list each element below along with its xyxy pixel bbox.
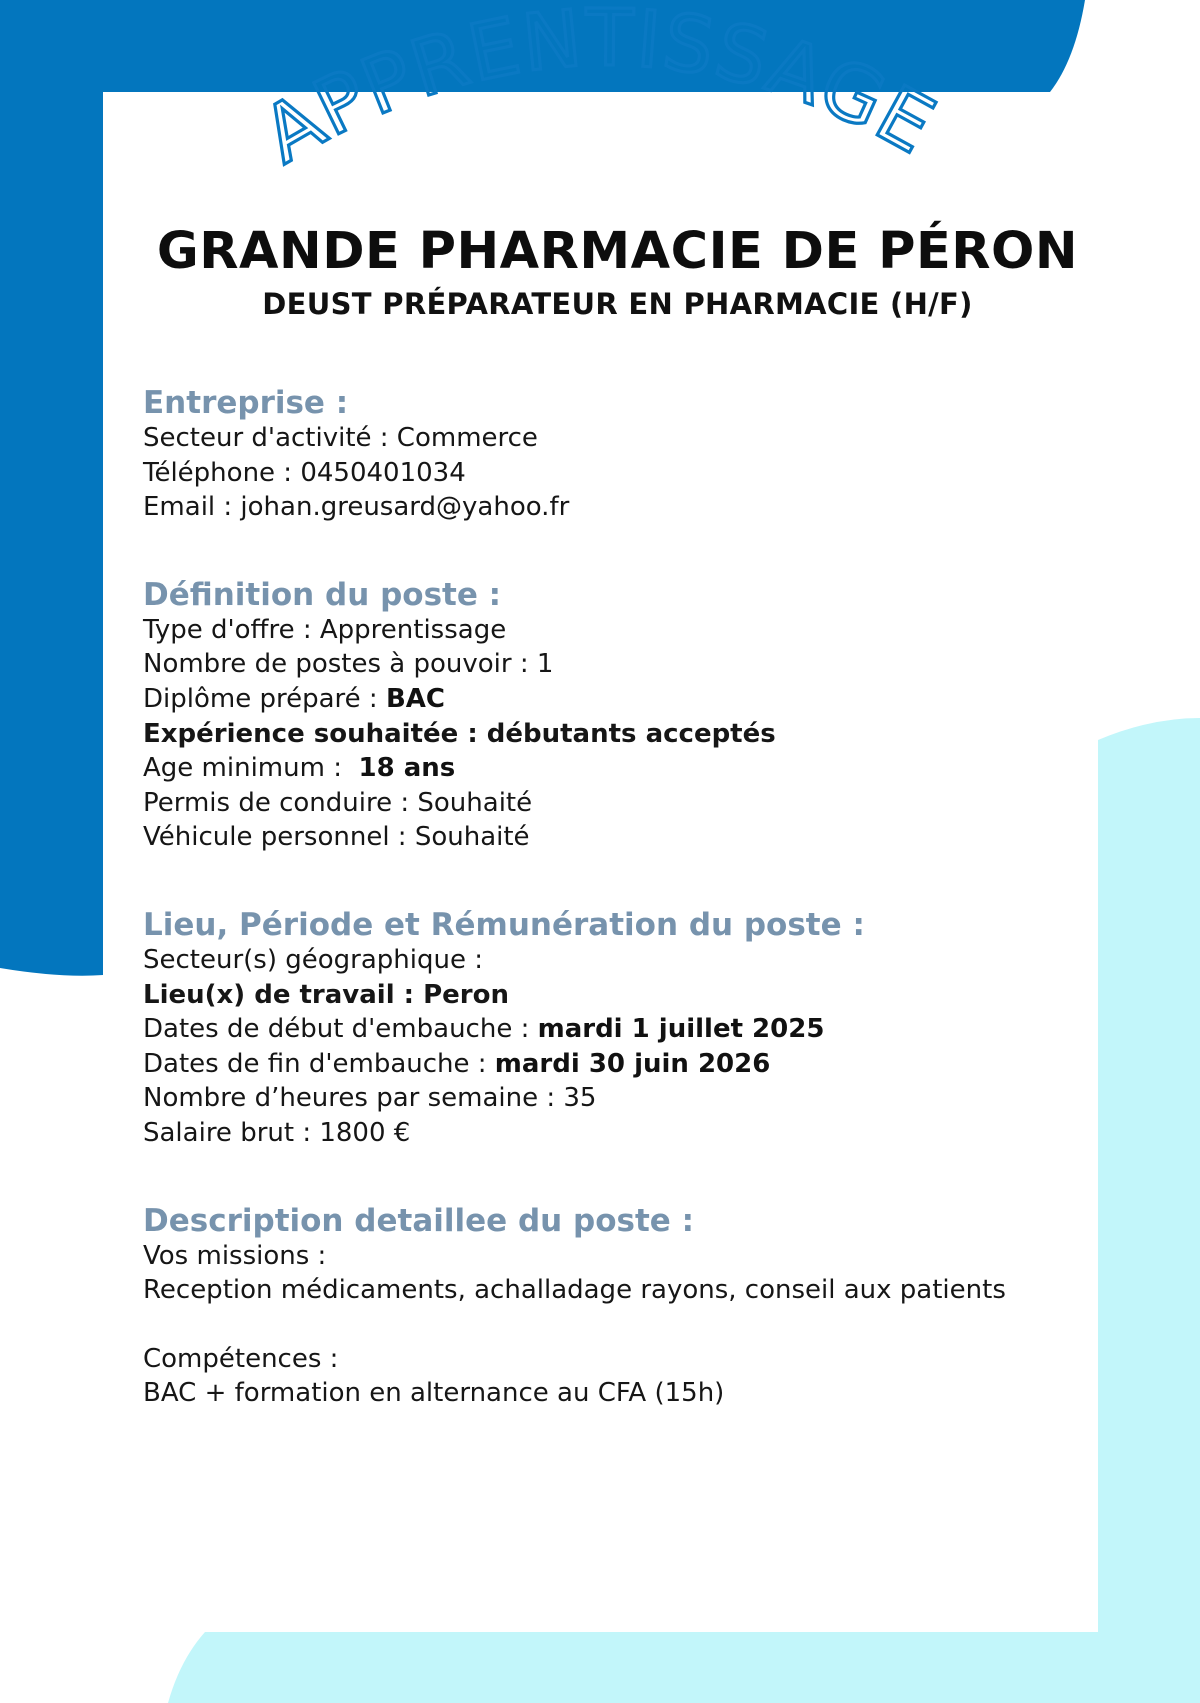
section-lieu: [143, 907, 1093, 1151]
section-definition: [143, 577, 1093, 855]
heures-semaine: Nombre d’heures par semaine : 35: [143, 1083, 597, 1114]
email: Email : johan.greusard@yahoo.fr: [143, 492, 570, 523]
company-title: GRANDE PHARMACIE DE PÉRON: [156, 222, 1079, 281]
permis: Permis de conduire : Souhaité: [143, 787, 533, 818]
telephone: Téléphone : 0450401034: [143, 457, 466, 488]
vehicule: Véhicule personnel : Souhaité: [143, 822, 530, 853]
age-value: 18 ans: [358, 753, 456, 784]
secteur-activite: Secteur d'activité : Commerce: [143, 423, 538, 453]
competences-label: Compétences :: [143, 1343, 339, 1374]
salaire-brut: Salaire brut : 1800 €: [143, 1117, 411, 1148]
missions-label: Vos missions :: [143, 1240, 327, 1271]
fin-label: Dates de fin d'embauche :: [143, 1048, 495, 1079]
svg-text:APPRENTISSAGE: [248, 0, 949, 181]
date-fin: [143, 1047, 1093, 1082]
entreprise-heading: Entreprise :: [143, 385, 349, 421]
apprentissage-text: APPRENTISSAGE: [248, 0, 950, 182]
age-label: Age minimum :: [143, 753, 359, 784]
definition-heading: Définition du poste :: [143, 576, 502, 613]
debut-value: mardi 1 juillet 2025: [537, 1014, 825, 1045]
secteur-geo: Secteur(s) géographique :: [143, 944, 483, 975]
offer-content: [143, 385, 1093, 1411]
diplome-prepare: [143, 682, 1093, 717]
competences-text: BAC + formation en alternance au CFA (15h): [143, 1378, 725, 1409]
date-debut: [143, 1012, 1093, 1047]
lieu-travail: Lieu(x) de travail : Peron: [143, 979, 510, 1010]
lieu-heading: Lieu, Période et Rémunération du poste :: [143, 906, 865, 943]
diplome-value: BAC: [385, 683, 445, 714]
diplome-label: Diplôme préparé :: [143, 683, 386, 714]
fin-value: mardi 30 juin 2026: [494, 1048, 771, 1079]
experience: Expérience souhaitée : débutants acceptés: [143, 718, 776, 749]
job-subtitle: DEUST PRÉPARATEUR EN PHARMACIE (H/F): [262, 287, 973, 321]
type-offre: Type d'offre : Apprentissage: [143, 614, 507, 645]
age-minimum: [143, 751, 1093, 786]
description-heading: Description detaillee du poste :: [143, 1202, 694, 1239]
apprentissage-arc-title: [0, 0, 1200, 260]
section-entreprise: [143, 385, 1093, 525]
missions-text: Reception médicaments, achalladage rayons, conseil aux patients: [143, 1275, 1006, 1306]
debut-label: Dates de début d'embauche :: [143, 1014, 538, 1045]
nombre-postes: Nombre de postes à pouvoir : 1: [143, 649, 554, 680]
section-description: [143, 1203, 1093, 1411]
